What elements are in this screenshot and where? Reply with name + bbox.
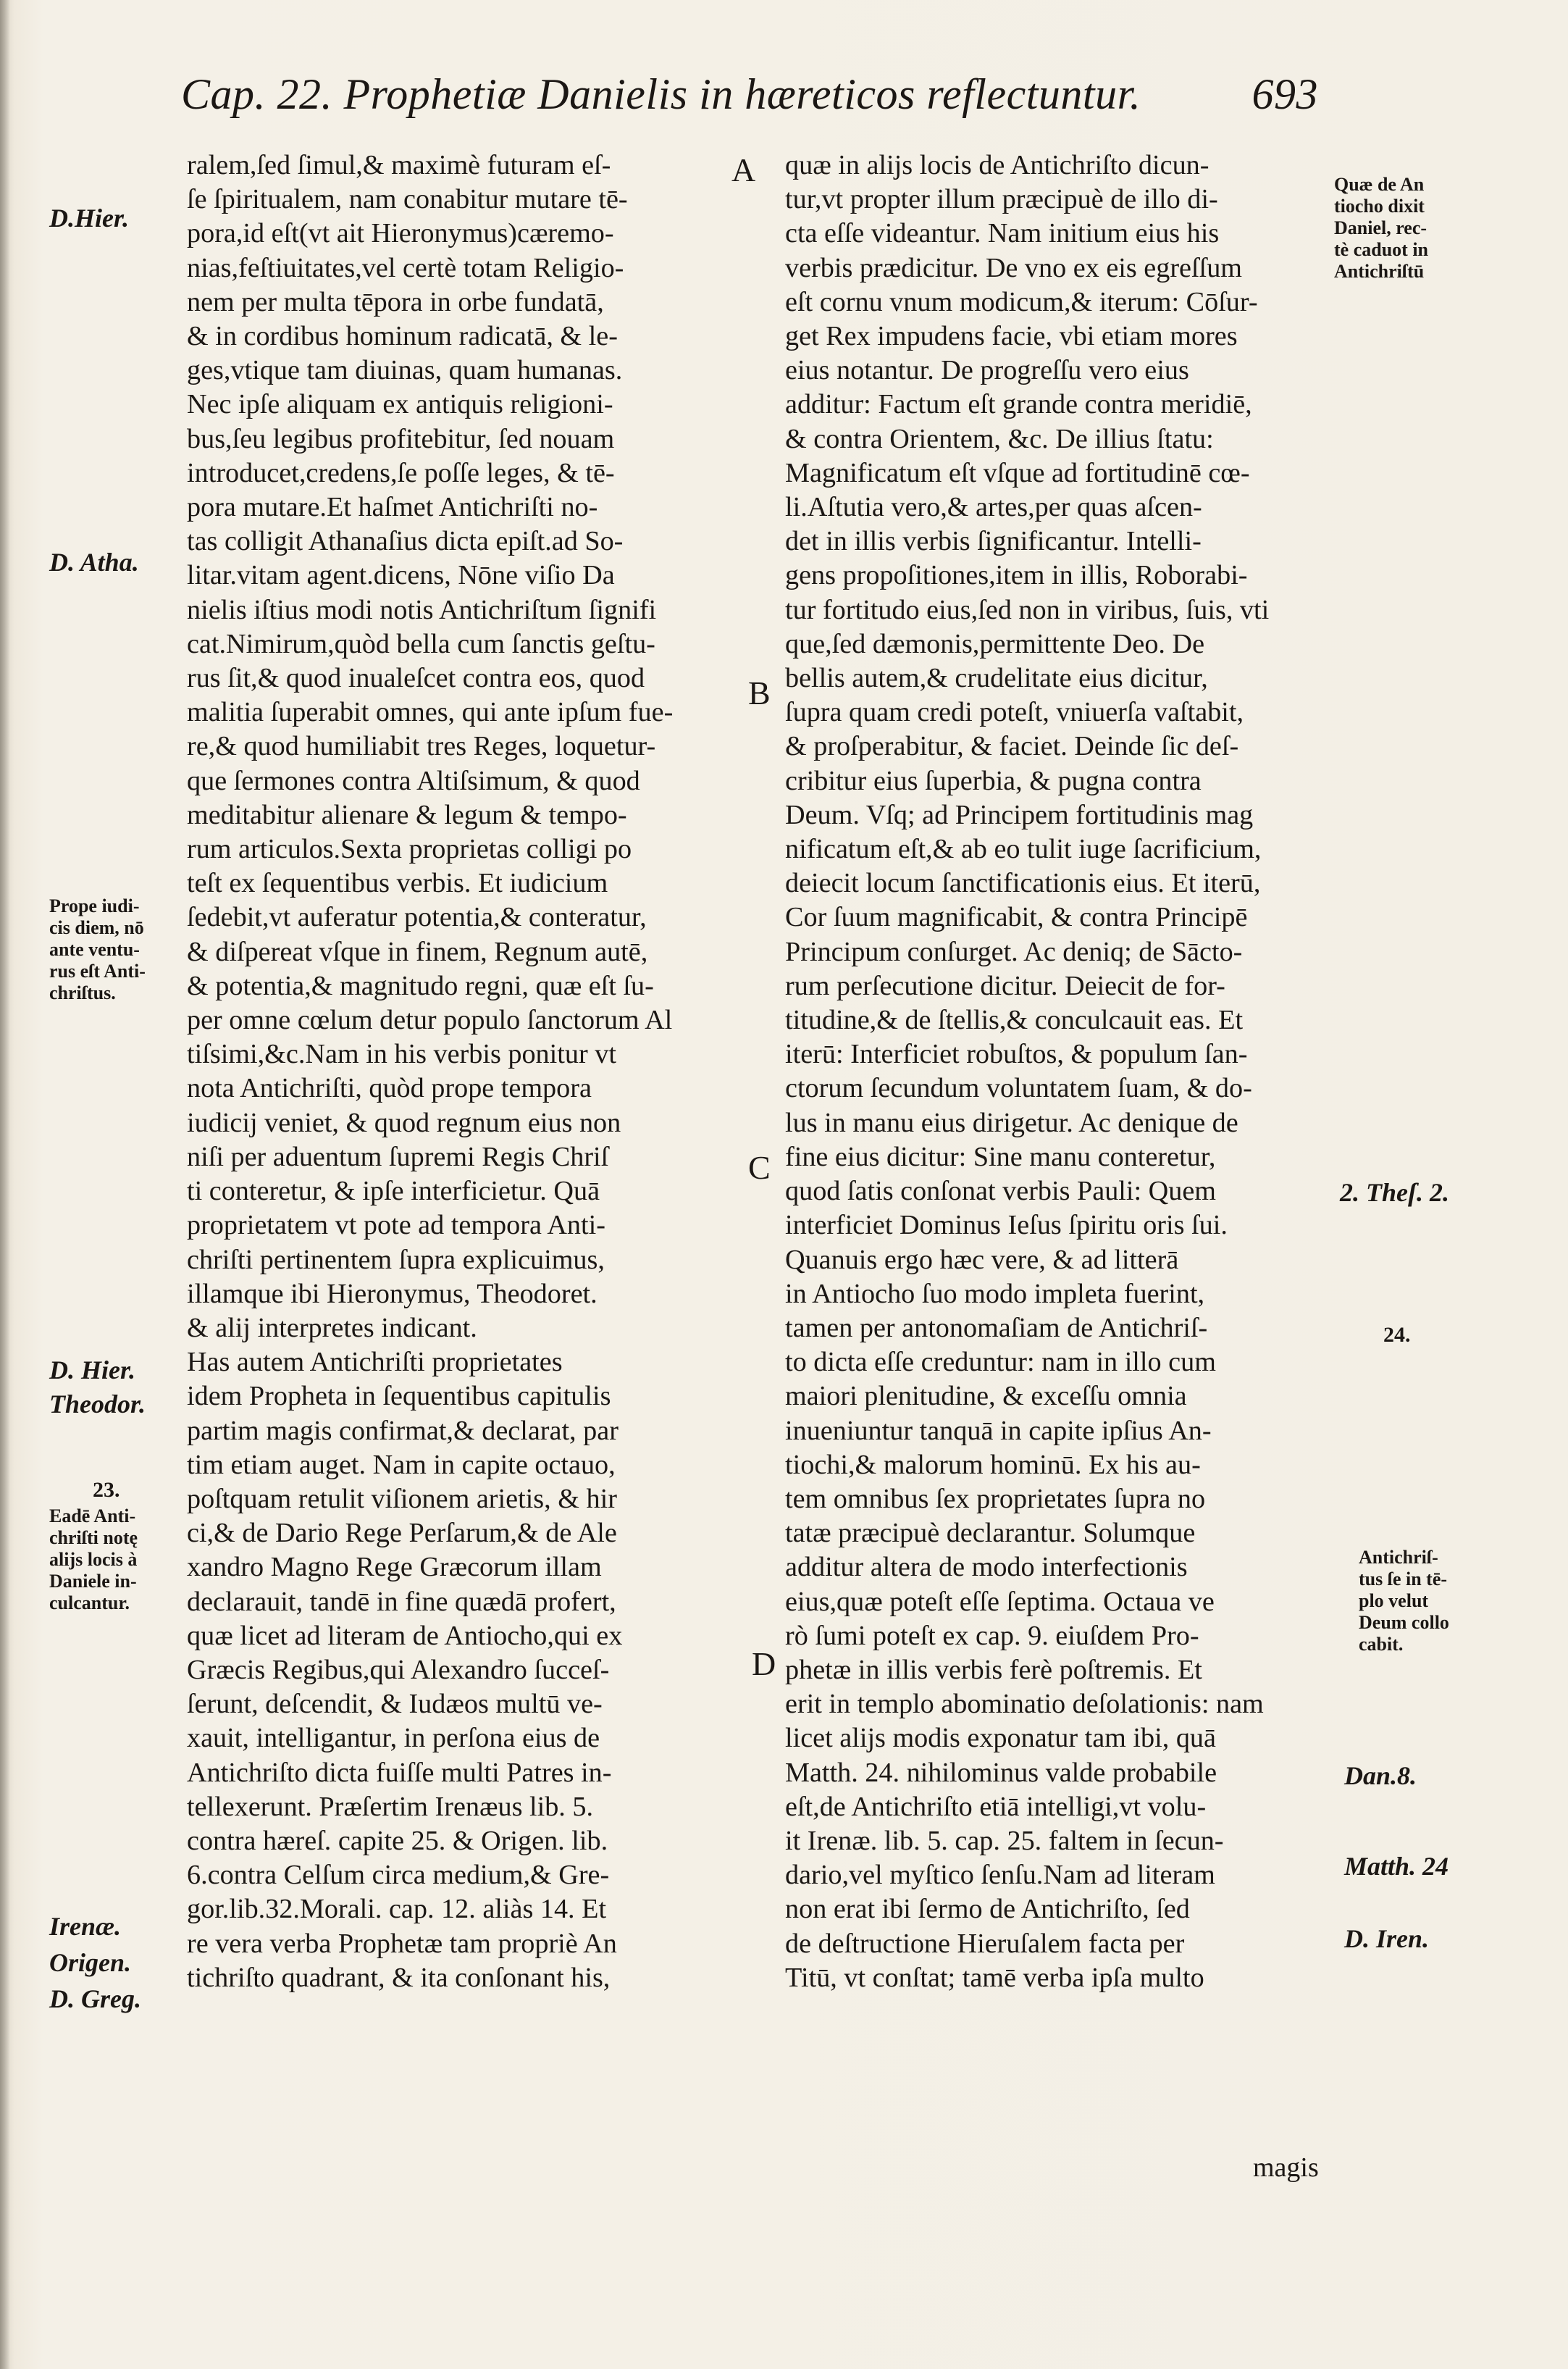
margin-paragraph-number-23: 23.: [93, 1478, 120, 1502]
text-line: additur altera de modo interfectionis: [785, 1552, 1188, 1583]
text-line: Matth. 24. nihilominus valde probabile: [785, 1757, 1217, 1788]
text-line: tichriſto quadrant, & ita conſonant his,: [187, 1962, 611, 1993]
text-line: gens propoſitiones,item in illis, Roborabi-: [785, 560, 1248, 591]
running-title: Cap. 22. Prophetiæ Danielis in hæreticos reflectuntur.: [181, 70, 1141, 118]
text-line: tim etiam auget. Nam in capite octauo,: [187, 1449, 616, 1480]
text-line: erit in templo abominatio deſolationis: nam: [785, 1689, 1264, 1720]
text-line: deiecit locum ſanctificationis eius. Et iterū,: [785, 868, 1261, 899]
text-line: eius notantur. De progreſſu vero eius: [785, 355, 1189, 386]
folio-number: 693: [1252, 70, 1318, 118]
margin-ref-hieronymus: D.Hier.: [49, 204, 130, 233]
text-line: nias,feſtiuitates,vel certè totam Religio-: [187, 252, 624, 283]
text-line: inueniuntur tanquā in capite ipſius An-: [785, 1415, 1212, 1446]
text-line: quæ in alijs locis de Antichriſto dicun-: [785, 150, 1209, 180]
text-line: Cor ſuum magnificabit, & contra Principē: [785, 902, 1248, 933]
text-line: rum perſecutione dicitur. Deiecit de for-: [785, 970, 1225, 1001]
text-line: ſe ſpiritualem, nam conabitur mutare tē-: [187, 184, 628, 215]
text-line: tamen per antonomaſiam de Antichriſ-: [785, 1312, 1208, 1343]
text-line: li.Aſtutia vero,& artes,per quas aſcen-: [785, 492, 1202, 523]
margin-note-line: tiocho dixit: [1334, 196, 1425, 217]
margin-note-line: tus ſe in tē-: [1359, 1568, 1448, 1589]
text-line: 6.contra Celſum circa medium,& Gre-: [187, 1860, 610, 1891]
text-line: de deſtructione Hieruſalem facta per: [785, 1928, 1185, 1959]
text-line: chriſti pertinentem ſupra explicuimus,: [187, 1244, 605, 1275]
text-line: get Rex impudens facie, vbi etiam mores: [785, 321, 1238, 352]
margin-ref-matthew: Matth. 24: [1344, 1852, 1449, 1881]
section-letter-b: B: [748, 674, 771, 711]
margin-note-line: Daniele in-: [49, 1571, 137, 1592]
text-line: per omne cœlum detur populo ſanctorum Al: [187, 1005, 673, 1036]
text-line: lus in manu eius dirigetur. Ac denique de: [785, 1107, 1238, 1138]
text-line: tiſsimi,&c.Nam in his verbis ponitur vt: [187, 1039, 616, 1070]
margin-note-line: tè caduot in: [1334, 239, 1428, 260]
text-line: det in illis verbis ſignificantur. Intelli-: [785, 526, 1202, 557]
text-line: ſerunt, deſcendit, & Iudæos multū ve-: [187, 1689, 603, 1720]
margin-note-line: Prope iudi-: [49, 895, 140, 916]
text-line: interficiet Dominus Ieſus ſpiritu oris ſui.: [785, 1210, 1228, 1241]
text-line: tiochi,& malorum hominū. Ex his au-: [785, 1449, 1201, 1480]
text-line: illamque ibi Hieronymus, Theodoret.: [187, 1278, 598, 1309]
text-line: & potentia,& magnitudo regni, quæ eſt ſu-: [187, 970, 654, 1001]
gutter-shadow: [0, 0, 10, 2369]
text-line: cat.Nimirum,quòd bella cum ſanctis geſtu-: [187, 628, 655, 659]
text-line: fine eius dicitur: Sine manu conteretur,: [785, 1141, 1216, 1172]
section-letter-d: D: [752, 1645, 776, 1682]
margin-note-line: Antichriſtū: [1334, 261, 1425, 282]
text-line: re vera verba Prophetæ tam propriè An: [187, 1928, 617, 1959]
text-line: quæ licet ad literam de Antiocho,qui ex: [187, 1620, 623, 1651]
text-line: in Antiocho ſuo modo impleta fuerint,: [785, 1278, 1205, 1309]
margin-note-eade: [49, 1505, 138, 1614]
text-line: ſedebit,vt auferatur potentia,& conteratur,: [187, 902, 647, 933]
margin-note-line: chriſti notę: [49, 1527, 138, 1548]
text-line: tur,vt propter illum præcipuè de illo di-: [785, 184, 1218, 215]
text-line: non erat ibi ſermo de Antichriſto, ſed: [785, 1894, 1190, 1925]
text-line: cta eſſe videantur. Nam initium eius his: [785, 218, 1220, 249]
margin-note-line: Antichriſ-: [1359, 1547, 1438, 1568]
text-line: Magnificatum eſt vſque ad fortitudinē cœ-: [785, 457, 1250, 488]
text-line: & diſpereat vſque in finem, Regnum autē,: [187, 936, 648, 967]
text-line: Nec ipſe aliquam ex antiquis religioni-: [187, 389, 613, 420]
text-line: tem omnibus ſex proprietates ſupra no: [785, 1483, 1206, 1514]
text-line: gor.lib.32.Morali. cap. 12. aliàs 14. Et: [187, 1894, 607, 1925]
catchword: magis: [1253, 2152, 1319, 2183]
text-line: iterū: Interficiet robuſtos, & populum ſan-: [785, 1039, 1248, 1070]
text-line: maiori plenitudine, & exceſſu omnia: [785, 1381, 1187, 1412]
text-line: nota Antichriſti, quòd prope tempora: [187, 1073, 592, 1104]
text-line: tur fortitudo eius,ſed non in viribus, ſuis, vti: [785, 594, 1270, 625]
text-line: que ſermones contra Altiſsimum, & quod: [187, 765, 640, 796]
text-line: tellexerunt. Præſertim Irenæus lib. 5.: [187, 1791, 594, 1822]
text-line: nificatum eſt,& ab eo tulit iuge ſacrificium,: [785, 834, 1262, 865]
text-line: ges,vtique tam diuinas, quam humanas.: [187, 355, 623, 386]
text-line: niſi per aduentum ſupremi Regis Chriſ: [187, 1141, 609, 1172]
margin-note-line: plo velut: [1359, 1590, 1429, 1611]
text-line: partim magis confirmat,& declarat, par: [187, 1415, 619, 1446]
text-line: ci,& de Dario Rege Perſarum,& de Ale: [187, 1518, 617, 1549]
text-line: additur: Factum eſt grande contra meridiē,: [785, 389, 1252, 420]
text-line: tas colligit Athanaſius dicta epiſt.ad So-: [187, 526, 624, 557]
text-line: ctorum ſecundum voluntatem ſuam, & do-: [785, 1073, 1252, 1104]
text-line: nem per multa tēpora in orbe fundatā,: [187, 286, 604, 317]
margin-note-line: ante ventu-: [49, 939, 140, 960]
margin-note-line: Eadē Anti-: [49, 1505, 136, 1526]
text-line: Quanuis ergo hæc vere, & ad litterā: [785, 1244, 1179, 1275]
left-text-column: [187, 149, 726, 1995]
text-line: rus ſit,& quod inualeſcet contra eos, quod: [187, 663, 645, 694]
text-line: quod ſatis conſonat verbis Pauli: Quem: [785, 1176, 1217, 1207]
text-line: Deum. Vſq; ad Principem fortitudinis mag: [785, 799, 1254, 830]
text-line: introducet,credens,ſe poſſe leges, & tē-: [187, 457, 615, 488]
text-line: & proſperabitur, & faciet. Deinde ſic deſ-: [785, 731, 1239, 762]
text-line: re,& quod humiliabit tres Reges, loquetur-: [187, 731, 656, 762]
margin-ref-thessalonians: 2. Theſ. 2.: [1340, 1178, 1449, 1207]
margin-note-antichristus-in-templo: [1359, 1547, 1449, 1655]
margin-note-line: cis diem, nō: [49, 917, 144, 938]
text-line: it Irenæ. lib. 5. cap. 25. faltem in ſecun-: [785, 1825, 1224, 1856]
margin-note-line: Daniel, rec-: [1334, 217, 1427, 238]
section-letter-c: C: [748, 1149, 771, 1186]
margin-note-line: chriſtus.: [49, 982, 116, 1003]
text-line: meditabitur alienare & legum & tempo-: [187, 799, 627, 830]
margin-note-line: alijs locis à: [49, 1549, 138, 1570]
text-line: ſupra quam credi poteſt, vniuerſa vaſtabit,: [785, 697, 1244, 728]
margin-note-line: rus eſt Anti-: [49, 961, 146, 982]
text-line: pora mutare.Et haſmet Antichriſti no-: [187, 492, 598, 523]
margin-note-quae-de-antiocho: [1334, 174, 1428, 283]
text-line: que,ſed dæmonis,permittente Deo. De: [785, 628, 1205, 659]
text-line: pora,id eſt(vt ait Hieronymus)cæremo-: [187, 218, 614, 249]
text-line: eius,quæ poteſt eſſe ſeptima. Octaua ve: [785, 1586, 1215, 1617]
section-letter-a: A: [731, 151, 756, 188]
margin-paragraph-number-24: 24.: [1383, 1323, 1411, 1347]
margin-note-prope-iudicis: [49, 895, 146, 1004]
text-line: contra hæreſ. capite 25. & Origen. lib.: [187, 1825, 608, 1856]
margin-note-line: cabit.: [1359, 1634, 1404, 1655]
text-line: cribitur eius ſuperbia, & pugna contra: [785, 765, 1202, 796]
text-line: malitia ſuperabit omnes, qui ante ipſum fue-: [187, 697, 674, 728]
text-line: Titū, vt conſtat; tamē verba ipſa multo: [785, 1962, 1204, 1993]
text-line: teſt ex ſequentibus verbis. Et iudicium: [187, 868, 608, 899]
text-line: & contra Orientem, &c. De illius ſtatu:: [785, 423, 1214, 454]
text-line: bus,ſeu legibus profitebitur, ſed nouam: [187, 423, 615, 454]
text-line: nielis iſtius modi notis Antichriſtum ſignifi: [187, 594, 657, 625]
text-line: titudine,& de ſtellis,& conculcauit eas. Et: [785, 1005, 1244, 1036]
margin-ref-daniel: Dan.8.: [1344, 1761, 1417, 1790]
text-line: Græcis Regibus,qui Alexandro ſucceſ-: [187, 1654, 610, 1685]
right-text-column: [785, 149, 1327, 1995]
text-line: Principum conſurget. Ac deniq; de Sācto-: [785, 936, 1243, 967]
margin-ref-gregorius: D. Greg.: [49, 1984, 141, 2013]
text-line: eſt cornu vnum modicum,& iterum: Cōſur-: [785, 286, 1258, 317]
margin-note-line: culcantur.: [49, 1592, 130, 1613]
text-line: phetæ in illis verbis ferè poſtremis. Et: [785, 1654, 1202, 1685]
text-line: to dicta eſſe creduntur: nam in illo cum: [785, 1347, 1216, 1378]
margin-ref-athanasius: D. Atha.: [49, 548, 139, 577]
text-line: dario,vel myſtico ſenſu.Nam ad literam: [785, 1860, 1215, 1891]
margin-ref-origen: Origen.: [49, 1948, 132, 1977]
text-line: tatæ præcipuè declarantur. Solumque: [785, 1518, 1196, 1549]
text-line: rum articulos.Sexta proprietas colligi po: [187, 834, 632, 865]
margin-note-line: Deum collo: [1359, 1612, 1449, 1633]
text-line: eſt,de Antichriſto etiā intelligi,vt volu-: [785, 1791, 1207, 1822]
text-line: ti conteretur, & ipſe interficietur. Quā: [187, 1176, 600, 1207]
margin-ref-hieronymus-2: D. Hier.: [49, 1355, 136, 1384]
text-line: proprietatem vt pote ad tempora Anti-: [187, 1210, 605, 1241]
text-line: rò ſumi poteſt ex cap. 9. eiuſdem Pro-: [785, 1620, 1199, 1651]
text-line: declarauit, tandē in fine quædā profert,: [187, 1586, 616, 1617]
text-line: Antichriſto dicta fuiſſe multi Patres in-: [187, 1757, 612, 1788]
text-line: idem Propheta in ſequentibus capitulis: [187, 1381, 611, 1412]
text-line: iudicij veniet, & quod regnum eius non: [187, 1107, 621, 1138]
margin-ref-theodoret: Theodor.: [49, 1390, 146, 1419]
text-line: ralem,ſed ſimul,& maximè futuram eſ-: [187, 150, 611, 180]
running-header: [181, 70, 1318, 128]
text-line: poſtquam retulit viſionem arietis, & hir: [187, 1483, 617, 1514]
text-line: litar.vitam agent.dicens, Nōne viſio Da: [187, 560, 615, 591]
margin-ref-irenaeus: Irenæ.: [49, 1912, 122, 1941]
margin-note-line: Quæ de An: [1334, 174, 1425, 195]
text-line: bellis autem,& crudelitate eius dicitur,: [785, 663, 1208, 694]
text-line: Has autem Antichriſti proprietates: [187, 1347, 563, 1378]
text-line: xandro Magno Rege Græcorum illam: [187, 1552, 602, 1583]
text-line: licet alijs modis exponatur tam ibi, quā: [785, 1723, 1216, 1754]
text-line: & in cordibus hominum radicatā, & le-: [187, 321, 618, 352]
margin-ref-irenaeus-right: D. Iren.: [1344, 1924, 1430, 1953]
text-line: & alij interpretes indicant.: [187, 1312, 477, 1343]
text-line: verbis prædicitur. De vno ex eis egreſſum: [785, 252, 1243, 283]
text-line: xauit, intelligantur, in perſona eius de: [187, 1723, 600, 1754]
